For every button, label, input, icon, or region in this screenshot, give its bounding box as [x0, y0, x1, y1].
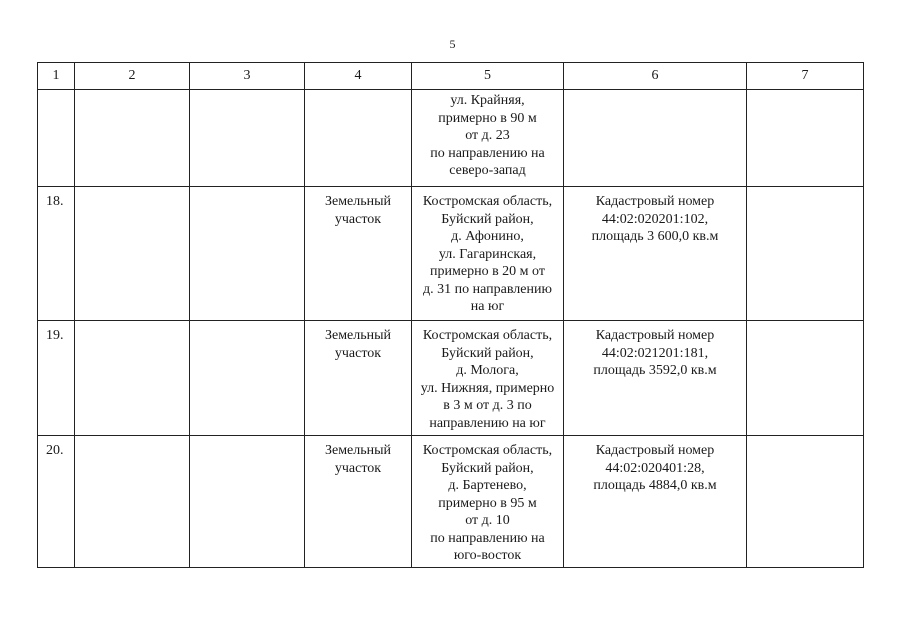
location-line: направлению на юг: [429, 415, 546, 431]
location-line: д. Молога,: [456, 363, 519, 378]
table-header-row: [38, 63, 864, 90]
location-line: ул. Гагаринская,: [438, 246, 537, 262]
cadastral-line: 44:02:020401:28,: [605, 460, 705, 476]
empty-cell: [747, 187, 864, 321]
location-line: примерно в 20 м от: [430, 264, 545, 279]
table-row: [38, 90, 864, 187]
object-type-cell: [305, 90, 412, 187]
location-line: Костромская область,: [422, 443, 553, 458]
location-line: северо-запад: [449, 163, 526, 178]
empty-cell: [75, 436, 190, 568]
table-row: [38, 187, 864, 321]
column-header: 4: [305, 63, 412, 90]
cadastral-cell: [564, 321, 747, 436]
location-line: ул. Нижняя, примерно: [420, 380, 555, 396]
location-line: по направлению на: [430, 530, 545, 546]
row-number-cell: 18.: [38, 187, 75, 321]
location-line: от д. 23: [465, 128, 510, 143]
object-type-line: Земельный: [324, 328, 392, 343]
column-header: 6: [564, 63, 747, 90]
cadastral-line: площадь 4884,0 кв.м: [593, 478, 717, 493]
column-header: 2: [75, 63, 190, 90]
object-type-line: Земельный: [324, 194, 392, 209]
cadastral-line: 44:02:021201:181,: [601, 345, 709, 361]
location-cell: [412, 321, 564, 436]
cadastral-line: площадь 3 600,0 кв.м: [591, 229, 719, 244]
location-line: на юг: [470, 299, 505, 314]
location-line: по направлению на: [430, 145, 545, 161]
cadastral-cell: [564, 436, 747, 568]
empty-cell: [747, 436, 864, 568]
empty-cell: [747, 90, 864, 187]
location-line: примерно в 95 м: [438, 495, 537, 511]
location-line: Буйский район,: [441, 460, 534, 476]
object-type-line: участок: [334, 211, 382, 227]
cadastral-cell: [564, 187, 747, 321]
page-number: 5: [449, 37, 456, 51]
empty-cell: [747, 321, 864, 436]
land-plots-table: [37, 62, 864, 568]
empty-cell: [190, 436, 305, 568]
location-line: ул. Крайняя,: [450, 93, 525, 108]
location-line: от д. 10: [465, 513, 510, 528]
row-number-cell: 20.: [38, 436, 75, 568]
row-number-cell: [38, 90, 75, 187]
column-header: 3: [190, 63, 305, 90]
column-header: 5: [412, 63, 564, 90]
row-number-cell: 19.: [38, 321, 75, 436]
location-line: д. 31 по направлению: [423, 281, 552, 297]
empty-cell: [190, 187, 305, 321]
cadastral-cell: [564, 90, 747, 187]
object-type-cell: [305, 436, 412, 568]
location-line: д. Афонино,: [451, 229, 524, 244]
object-type-line: участок: [334, 460, 382, 476]
empty-cell: [190, 321, 305, 436]
cadastral-line: площадь 3592,0 кв.м: [593, 363, 717, 378]
location-cell: [412, 187, 564, 321]
object-type-line: Земельный: [324, 443, 392, 458]
location-line: юго-восток: [453, 548, 522, 563]
object-type-cell: [305, 321, 412, 436]
object-type-cell: [305, 187, 412, 321]
column-header: 7: [747, 63, 864, 90]
cadastral-line: Кадастровый номер: [595, 443, 715, 458]
table-row: [38, 321, 864, 436]
empty-cell: [75, 321, 190, 436]
object-type-line: участок: [334, 345, 382, 361]
location-line: Буйский район,: [441, 345, 534, 361]
location-line: Костромская область,: [422, 194, 553, 209]
location-cell: [412, 436, 564, 568]
cadastral-line: Кадастровый номер: [595, 194, 715, 209]
empty-cell: [75, 90, 190, 187]
location-cell: [412, 90, 564, 187]
table-row: [38, 436, 864, 568]
cadastral-line: Кадастровый номер: [595, 328, 715, 343]
cadastral-line: 44:02:020201:102,: [601, 211, 709, 227]
location-line: Буйский район,: [441, 211, 534, 227]
column-header: 1: [38, 63, 75, 90]
empty-cell: [75, 187, 190, 321]
empty-cell: [190, 90, 305, 187]
location-line: в 3 м от д. 3 по: [443, 398, 532, 413]
location-line: примерно в 90 м: [438, 110, 537, 126]
location-line: д. Бартенево,: [448, 478, 527, 493]
location-line: Костромская область,: [422, 328, 553, 343]
